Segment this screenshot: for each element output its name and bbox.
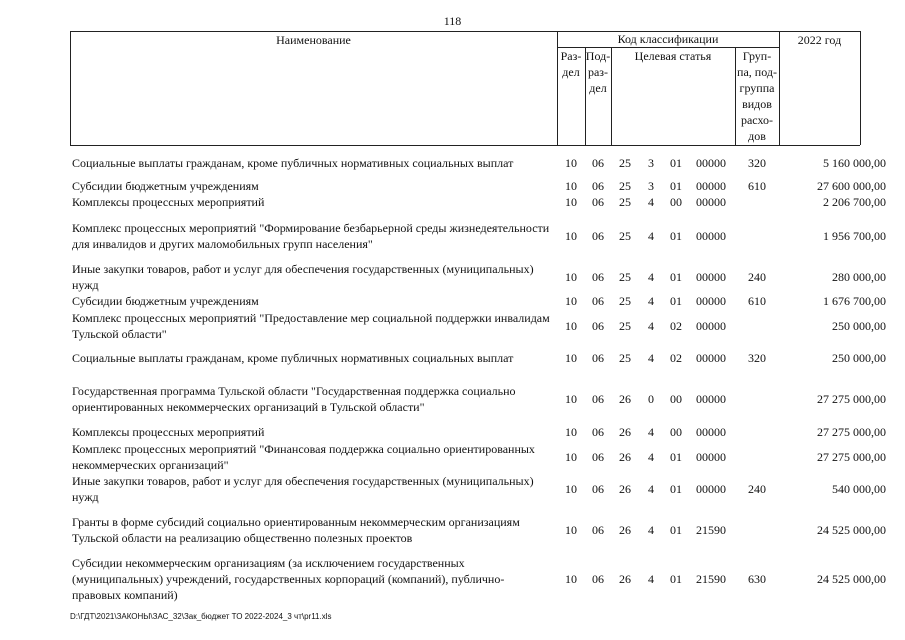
row-target-3: 00 (670, 194, 682, 209)
row-name: Комплексы процессных мероприятий (72, 195, 265, 209)
row-target-2: 4 (648, 318, 654, 333)
file-path-footer: D:\ГДТ\2021\ЗАКОНЫ\ЗАС_32\Зак_бюджет ТО 2022-2024_3 чт\pr11.xls (70, 612, 332, 621)
row-vid (739, 309, 775, 343)
row-razdel: 10 (565, 293, 577, 308)
row-target-2: 4 (648, 269, 654, 284)
header-name: Наименование (276, 33, 351, 47)
row-target-3: 01 (670, 571, 682, 586)
row-vid (739, 424, 775, 440)
row-target-4: 00000 (696, 318, 726, 333)
row-podrazdel: 06 (592, 522, 604, 537)
row-name: Комплекс процессных мероприятий "Формирование безбарьерной среды жизнедеятельности для инвалидов и других маломобильных групп населения" (72, 221, 550, 251)
table-row (0, 382, 905, 416)
row-podrazdel: 06 (592, 155, 604, 170)
row-razdel: 10 (565, 424, 577, 439)
row-name: Субсидии некоммерческим организациям (за исключением государственных (муниципальных) учреждений, государственных корпораций (компаний), публично-правовых компаний) (72, 556, 505, 602)
row-target-2: 4 (648, 571, 654, 586)
row-target-3: 02 (670, 318, 682, 333)
row-target-4: 00000 (696, 350, 726, 365)
row-vid: 320 (748, 155, 766, 170)
table-row (0, 513, 905, 547)
row-podrazdel: 06 (592, 269, 604, 284)
row-target-2: 4 (648, 194, 654, 209)
row-target-3: 01 (670, 155, 682, 170)
header-code-group: Код классификации (617, 32, 719, 46)
row-target-3: 01 (670, 449, 682, 464)
row-target-4: 00000 (696, 155, 726, 170)
row-target-2: 4 (648, 449, 654, 464)
table-left-border (70, 31, 71, 145)
row-amount: 2 206 700,00 (823, 194, 886, 209)
col-divider (779, 31, 780, 145)
row-vid (739, 513, 775, 547)
row-name: Комплекс процессных мероприятий "Предоставление мер социальной поддержки инвалидам Тульской области" (72, 311, 550, 341)
row-target-4: 00000 (696, 449, 726, 464)
row-target-2: 0 (648, 391, 654, 406)
row-name: Комплексы процессных мероприятий (72, 425, 265, 439)
header-year: 2022 год (797, 33, 842, 47)
row-vid (739, 194, 775, 210)
row-razdel: 10 (565, 449, 577, 464)
row-target-1: 25 (619, 293, 631, 308)
row-vid: 630 (748, 571, 766, 586)
row-amount: 24 525 000,00 (817, 571, 886, 586)
row-razdel: 10 (565, 194, 577, 209)
row-podrazdel: 06 (592, 228, 604, 243)
row-amount: 1 676 700,00 (823, 293, 886, 308)
row-name: Иные закупки товаров, работ и услуг для обеспечения государственных (муниципальных) нужд (72, 474, 534, 504)
row-target-4: 00000 (696, 424, 726, 439)
row-vid (739, 219, 775, 253)
row-target-1: 25 (619, 269, 631, 284)
table-row (0, 293, 905, 309)
table-row (0, 440, 905, 474)
table-row (0, 346, 905, 370)
row-target-1: 26 (619, 481, 631, 496)
row-razdel: 10 (565, 269, 577, 284)
row-target-3: 01 (670, 293, 682, 308)
row-podrazdel: 06 (592, 350, 604, 365)
row-target-2: 4 (648, 481, 654, 496)
row-amount: 540 000,00 (832, 481, 886, 496)
row-razdel: 10 (565, 350, 577, 365)
table-row (0, 150, 905, 176)
row-target-4: 00000 (696, 293, 726, 308)
row-target-3: 00 (670, 391, 682, 406)
row-amount: 27 600 000,00 (817, 178, 886, 193)
page-number: 118 (443, 14, 462, 28)
row-podrazdel: 06 (592, 194, 604, 209)
row-name: Субсидии бюджетным учреждениям (72, 294, 259, 308)
row-target-1: 26 (619, 449, 631, 464)
row-vid: 240 (748, 269, 766, 284)
row-podrazdel: 06 (592, 391, 604, 406)
row-podrazdel: 06 (592, 318, 604, 333)
table-row (0, 554, 905, 604)
table-row (0, 178, 905, 194)
row-razdel: 10 (565, 318, 577, 333)
row-target-4: 21590 (696, 522, 726, 537)
row-target-4: 00000 (696, 391, 726, 406)
row-target-1: 25 (619, 194, 631, 209)
row-vid (739, 440, 775, 474)
row-target-1: 26 (619, 522, 631, 537)
row-vid: 240 (748, 481, 766, 496)
row-name: Социальные выплаты гражданам, кроме публичных нормативных социальных выплат (72, 156, 514, 170)
row-target-3: 00 (670, 424, 682, 439)
row-amount: 1 956 700,00 (823, 228, 886, 243)
row-amount: 250 000,00 (832, 350, 886, 365)
row-target-1: 25 (619, 318, 631, 333)
row-target-3: 01 (670, 228, 682, 243)
row-vid (739, 382, 775, 416)
row-podrazdel: 06 (592, 178, 604, 193)
row-name: Комплекс процессных мероприятий "Финансовая поддержка социально ориентированных некоммерческих организаций" (72, 442, 535, 472)
header-podrazdel: Под- раз- дел (585, 49, 611, 95)
row-razdel: 10 (565, 228, 577, 243)
table-row (0, 424, 905, 440)
row-target-3: 01 (670, 522, 682, 537)
header-target: Целевая статья (634, 49, 712, 63)
row-amount: 280 000,00 (832, 269, 886, 284)
row-podrazdel: 06 (592, 481, 604, 496)
row-amount: 250 000,00 (832, 318, 886, 333)
row-target-2: 4 (648, 522, 654, 537)
row-vid: 610 (748, 178, 766, 193)
row-target-2: 3 (648, 155, 654, 170)
row-razdel: 10 (565, 522, 577, 537)
row-target-1: 25 (619, 178, 631, 193)
row-razdel: 10 (565, 155, 577, 170)
table-row (0, 309, 905, 343)
row-target-1: 26 (619, 571, 631, 586)
row-amount: 5 160 000,00 (823, 155, 886, 170)
row-podrazdel: 06 (592, 449, 604, 464)
row-razdel: 10 (565, 178, 577, 193)
row-target-1: 26 (619, 391, 631, 406)
row-target-1: 25 (619, 155, 631, 170)
row-target-4: 21590 (696, 571, 726, 586)
table-row (0, 472, 905, 506)
row-name: Государственная программа Тульской области "Государственная поддержка социально ориентированных некоммерческих организаций в Тульской области" (72, 384, 516, 414)
row-target-3: 01 (670, 481, 682, 496)
header-bottom-border (70, 145, 860, 146)
row-target-2: 4 (648, 293, 654, 308)
row-podrazdel: 06 (592, 424, 604, 439)
row-target-1: 26 (619, 424, 631, 439)
row-name: Социальные выплаты гражданам, кроме публичных нормативных социальных выплат (72, 351, 514, 365)
row-target-2: 4 (648, 424, 654, 439)
table-right-border (860, 31, 861, 145)
row-target-4: 00000 (696, 228, 726, 243)
row-name: Иные закупки товаров, работ и услуг для обеспечения государственных (муниципальных) нужд (72, 262, 534, 292)
row-target-3: 02 (670, 350, 682, 365)
row-vid: 610 (748, 293, 766, 308)
row-name: Субсидии бюджетным учреждениям (72, 179, 259, 193)
header-vid: Груп- па, под- группа видов расхо- дов (737, 49, 777, 143)
row-target-4: 00000 (696, 178, 726, 193)
row-target-2: 4 (648, 228, 654, 243)
row-target-4: 00000 (696, 269, 726, 284)
row-amount: 27 275 000,00 (817, 449, 886, 464)
row-name: Гранты в форме субсидий социально ориентированным некоммерческим организациям Тульской области на реализацию общественно полезных проектов (72, 515, 520, 545)
row-razdel: 10 (565, 391, 577, 406)
row-vid: 320 (748, 350, 766, 365)
row-amount: 24 525 000,00 (817, 522, 886, 537)
row-razdel: 10 (565, 481, 577, 496)
table-row (0, 260, 905, 294)
row-target-1: 25 (619, 350, 631, 365)
row-razdel: 10 (565, 571, 577, 586)
row-target-2: 4 (648, 350, 654, 365)
table-row (0, 219, 905, 253)
row-target-3: 01 (670, 178, 682, 193)
row-podrazdel: 06 (592, 293, 604, 308)
row-target-4: 00000 (696, 481, 726, 496)
row-amount: 27 275 000,00 (817, 391, 886, 406)
row-target-3: 01 (670, 269, 682, 284)
row-target-1: 25 (619, 228, 631, 243)
row-target-2: 3 (648, 178, 654, 193)
row-target-4: 00000 (696, 194, 726, 209)
header-razdel: Раз- дел (560, 49, 582, 79)
row-podrazdel: 06 (592, 571, 604, 586)
table-row (0, 194, 905, 210)
row-amount: 27 275 000,00 (817, 424, 886, 439)
